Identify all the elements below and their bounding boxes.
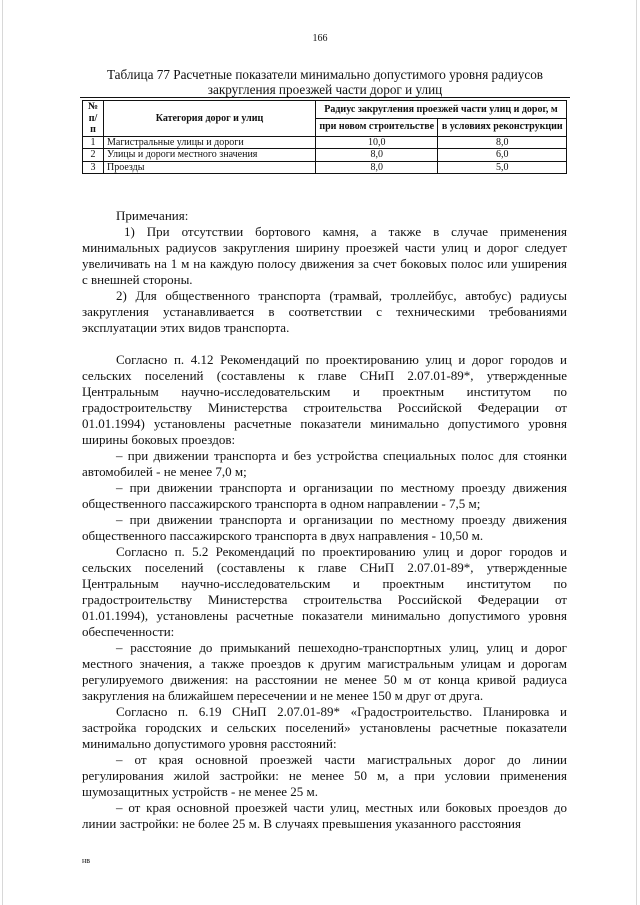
paragraph-4-12: Согласно п. 4.12 Рекомендаций по проектированию улиц и дорог городов и сельских поселений (составлены к главе СНиП 2.07.01-89*, утвержденные Центральным научно-исследовательским и проектным институтом по градостроительству Министерства строительства Российской Федерации от 01.01.1994) установлены расчетные показатели минимально допустимого уровня ширины боковых проездов: [82, 352, 567, 447]
list-item: – от края основной проезжей части улиц, местных или боковых проездов до линии застройки: не более 25 м. В случаях превышения указанного расстояния [82, 800, 567, 831]
paragraph-6-19: Согласно п. 6.19 СНиП 2.07.01-89* «Градостроительство. Планировка и застройка городских и сельских поселений» установлены расчетные показатели минимально допустимого уровня расстояний: [82, 704, 567, 751]
header-num: № п/п [83, 101, 104, 137]
list-item: – от края основной проезжей части магистральных дорог до линии регулирования жилой застройки: не менее 50 м, а при условии применения шумозащитных устройств - не менее 25 м. [82, 752, 567, 799]
header-new-construction: при новом строительстве [316, 118, 438, 136]
table-row [83, 136, 567, 149]
row-num: 2 [83, 149, 104, 162]
notes-heading: Примечания: [116, 208, 189, 223]
row-new-radius: 8,0 [316, 161, 438, 174]
header-category: Категория дорог и улиц [104, 101, 316, 137]
row-category: Улицы и дороги местного значения [104, 149, 316, 162]
table-title-line-1: Таблица 77 Расчетные показатели минимально допустимого уровня радиусов [106, 67, 544, 82]
page-number: 166 [312, 33, 328, 44]
scan-edge-left [2, 0, 3, 905]
header-radius-group: Радиус закругления проезжей части улиц и дорог, м [316, 101, 567, 119]
table-title [80, 67, 570, 98]
list-item: – при движении транспорта и организации по местному проезду движения общественного пассажирского транспорта в одном направлении - 7,5 м; [82, 480, 567, 511]
row-new-radius: 10,0 [316, 136, 438, 149]
header-reconstruction: в условиях реконструкции [438, 118, 567, 136]
body-text [82, 352, 567, 832]
row-category: Проезды [104, 161, 316, 174]
list-item: – при движении транспорта и организации по местному проезду движения общественного пассажирского транспорта в двух направления - 10,50 м. [82, 512, 567, 543]
list-item: – расстояние до примыканий пешеходно-транспортных улиц, улиц и дорог местного значения, а также проездов к другим магистральным улицам и дорогам регулируемого движения: на расстоянии не менее 50 м от конца кривой радиуса закругления на ближайшем пересечении и не менее 150 м друг от друга. [82, 640, 567, 703]
row-category: Магистральные улицы и дороги [104, 136, 316, 149]
row-recon-radius: 6,0 [438, 149, 567, 162]
table-row [83, 149, 567, 162]
scan-edge-right [636, 0, 637, 905]
note-1: 1) При отсутствии бортового камня, а также в случае применения минимальных радиусов закругления ширину проезжей части улиц и дорог следует увеличивать на 1 м на каждую полосу движения за счет боковых полос или уширения с внешней стороны. [82, 224, 567, 287]
row-new-radius: 8,0 [316, 149, 438, 162]
row-recon-radius: 5,0 [438, 161, 567, 174]
list-item: – при движении транспорта и без устройства специальных полос для стоянки автомобилей - не менее 7,0 м; [82, 448, 567, 479]
table-title-line-2: закругления проезжей части дорог и улиц [207, 82, 443, 97]
row-num: 3 [83, 161, 104, 174]
table-row [83, 161, 567, 174]
radius-table [82, 100, 567, 174]
row-recon-radius: 8,0 [438, 136, 567, 149]
notes-block [82, 208, 567, 336]
footer-mark: нв [82, 856, 91, 865]
row-num: 1 [83, 136, 104, 149]
note-2: 2) Для общественного транспорта (трамвай, троллейбус, автобус) радиусы закругления устанавливается в соответствии с техническими требованиями эксплуатации этих видов транспорта. [82, 288, 567, 335]
paragraph-5-2: Согласно п. 5.2 Рекомендаций по проектированию улиц и дорог городов и сельских поселений (составлены к главе СНиП 2.07.01-89*, утвержденные Центральным научно-исследовательским и проектным институтом по градостроительству Министерства строительства Российской Федерации от 01.01.1994), установлены расчетные показатели минимально допустимого уровня обеспеченности: [82, 544, 567, 639]
table-header-row [83, 101, 567, 119]
